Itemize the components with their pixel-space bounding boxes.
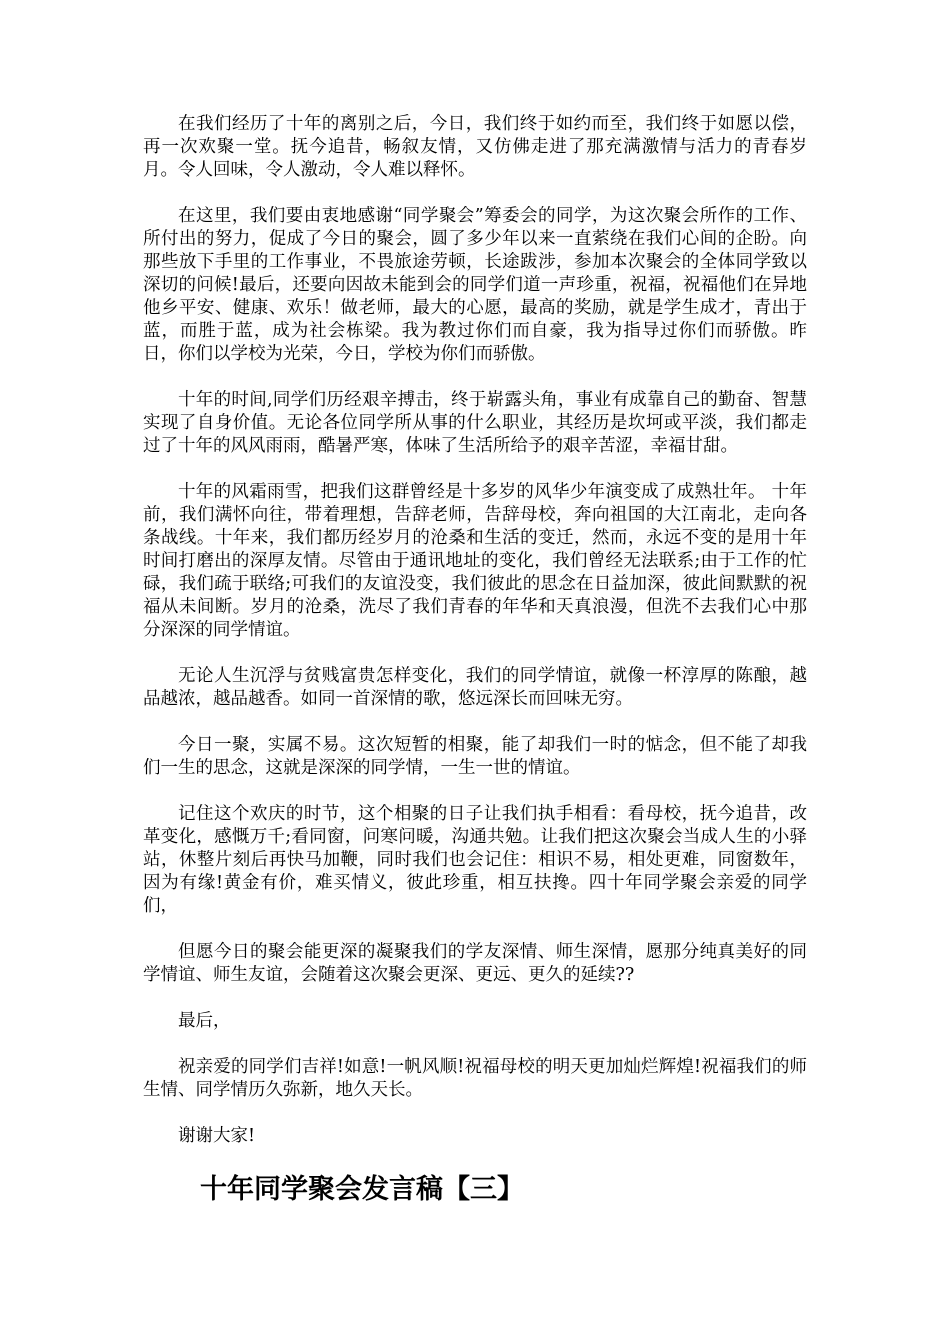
paragraph-blessing: 祝亲爱的同学们吉祥!如意!一帆风顺!祝福母校的明天更加灿烂辉煌!祝福我们的师生情、同学情历久弥新，地久天长。 (143, 1057, 807, 1100)
paragraph-thanks: 在这里，我们要由衷地感谢“同学聚会”筹委会的同学，为这次聚会所作的工作、所付出的努力，促成了今日的聚会，圆了多少年以来一直萦绕在我们心间的企盼。向那些放下手里的工作事业，不畏旅途劳顿，长途跋涉，参加本次聚会的全体同学致以深切的问候!最后，还要向因故未能到会的同学们道一声珍重，祝福，祝福他们在异地他乡平安、健康、欢乐！做老师，最大的心愿，最高的奖励，就是学生成才，青出于蓝，而胜于蓝，成为社会栋梁。我为教过你们而自豪，我为指导过你们而骄傲。昨日，你们以学校为光荣，今日，学校为你们而骄傲。 (143, 206, 807, 364)
paragraph-reunion-opening: 在我们经历了十年的离别之后，今日，我们终于如约而至，我们终于如愿以偿，再一次欢聚一堂。抚今追昔，畅叙友情，又仿佛走进了那充满激情与活力的青春岁月。令人回味，令人激动，令人难以释怀。 (143, 114, 807, 180)
speech-body (143, 113, 807, 1171)
paragraph-ten-years: 十年的时间,同学们历经艰辛搏击，终于崭露头角，事业有成靠自己的勤奋、智慧实现了自身价值。无论各位同学所从事的什么职业，其经历是坎坷或平淡，我们都走过了十年的风风雨雨，酷暑严寒，体味了生活所给予的艰辛苦涩，幸福甘甜。 (143, 390, 807, 456)
paragraph-classmate-bond: 无论人生沉浮与贫贱富贵怎样变化，我们的同学情谊，就像一杯淳厚的陈酿，越品越浓，越品越香。如同一首深情的歌，悠远深长而回味无穷。 (143, 666, 807, 709)
paragraph-finally: 最后， (178, 1011, 231, 1031)
paragraph-gathering: 今日一聚，实属不易。这次短暂的相聚，能了却我们一时的惦念，但不能了却我们一生的思念，这就是深深的同学情，一生一世的情谊。 (143, 735, 807, 778)
paragraph-friendship: 十年的风霜雨雪，把我们这群曾经是十多岁的风华少年演变成了成熟壮年。 十年前，我们满怀向往，带着理想，告辞老师，告辞母校，奔向祖国的大江南北，走向各条战线。十年来，我们都历经岁月的沧桑和生活的变迁，然而，永远不变的是用十年时间打磨出的深厚友情。尽管由于通讯地址的变化，我们曾经无法联系;由于工作的忙碌，我们疏于联络;可我们的友谊没变，我们彼此的思念在日益加深，彼此间默默的祝福从未间断。岁月的沧桑，洗尽了我们青春的年华和天真浪漫，但洗不去我们心中那分深深的同学情谊。 (143, 482, 807, 640)
paragraph-wish: 但愿今日的聚会能更深的凝聚我们的学友深情、师生深情，愿那分纯真美好的同学情谊、师生友谊，会随着这次聚会更深、更远、更久的延续?? (143, 942, 807, 985)
section-heading: 十年同学聚会发言稿【三】 (200, 1174, 524, 1205)
paragraph-remember: 记住这个欢庆的时节，这个相聚的日子让我们执手相看：看母校，抚今追昔，改革变化，感慨万千;看同窗，问寒问暖，沟通共勉。让我们把这次聚会当成人生的小驿站，休整片刻后再快马加鞭，同时我们也会记住：相识不易，相处更难，同窗数年，因为有缘!黄金有价，难买情义，彼此珍重，相互扶搀。四十年同学聚会亲爱的同学们， (143, 804, 807, 916)
paragraph-thank-you: 谢谢大家! (178, 1126, 256, 1146)
